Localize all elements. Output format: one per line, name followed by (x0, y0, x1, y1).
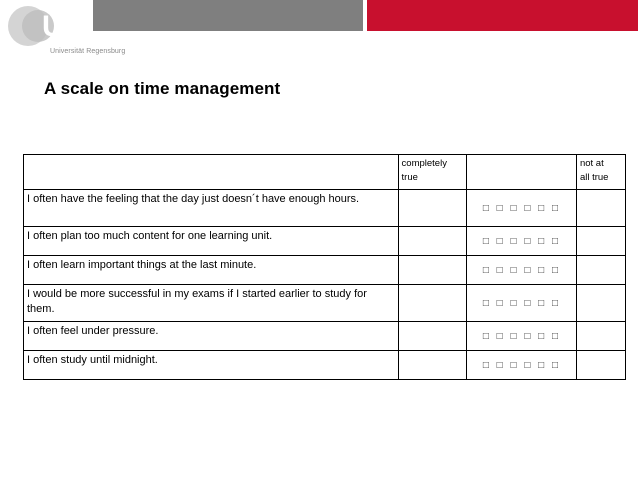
table-row (24, 322, 626, 351)
header-red-bar (367, 0, 638, 31)
table-row (24, 190, 626, 227)
page-title: A scale on time management (44, 79, 281, 98)
empty-cell (398, 256, 467, 285)
item-text: I often have the feeling that the day just doesn´t have enough hours. (24, 190, 399, 227)
empty-cell (398, 227, 467, 256)
empty-cell (576, 285, 625, 322)
empty-cell (576, 322, 625, 351)
logo-text: Universität Regensburg (50, 48, 126, 55)
item-text: I often learn important things at the last minute. (24, 256, 399, 285)
empty-cell (398, 190, 467, 227)
item-text: I would be more successful in my exams if I started earlier to study for them. (24, 285, 399, 322)
empty-cell (398, 322, 467, 351)
university-logo (6, 4, 136, 56)
empty-cell (576, 351, 625, 380)
empty-cell (576, 227, 625, 256)
rating-checkboxes[interactable]: □ □ □ □ □ □ (467, 351, 577, 380)
table-row (24, 351, 626, 380)
rating-checkboxes[interactable]: □ □ □ □ □ □ (467, 285, 577, 322)
table-row (24, 285, 626, 322)
empty-cell (398, 285, 467, 322)
item-text: I often feel under pressure. (24, 322, 399, 351)
rating-checkboxes[interactable]: □ □ □ □ □ □ (467, 256, 577, 285)
empty-cell (398, 351, 467, 380)
table-row (24, 256, 626, 285)
table-header-row (24, 155, 626, 190)
svg-text:UR: UR (42, 10, 86, 43)
header-not-at-all-true: not at all true (576, 155, 625, 190)
rating-checkboxes[interactable]: □ □ □ □ □ □ (467, 190, 577, 227)
header-empty-cell (24, 155, 399, 190)
header-completely-true: completely true (398, 155, 467, 190)
table-row (24, 227, 626, 256)
ur-logo-icon (6, 4, 86, 48)
header-empty-scale-cell (467, 155, 577, 190)
empty-cell (576, 190, 625, 227)
rating-checkboxes[interactable]: □ □ □ □ □ □ (467, 322, 577, 351)
item-text: I often study until midnight. (24, 351, 399, 380)
empty-cell (576, 256, 625, 285)
rating-checkboxes[interactable]: □ □ □ □ □ □ (467, 227, 577, 256)
time-management-scale-table (23, 154, 626, 380)
item-text: I often plan too much content for one learning unit. (24, 227, 399, 256)
